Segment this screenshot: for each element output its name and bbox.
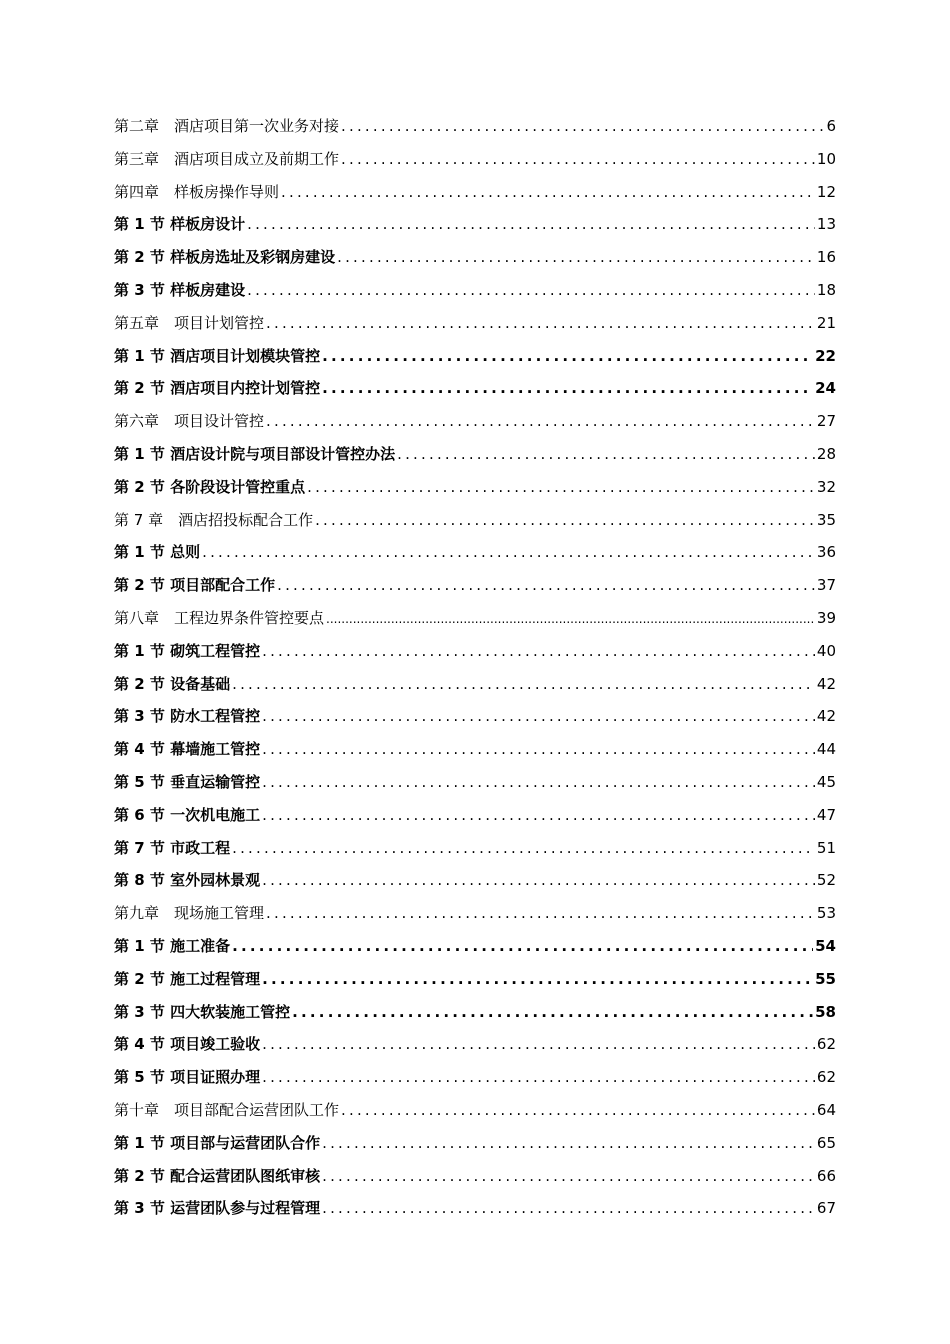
- toc-entry-title: 第 2 节 酒店项目内控计划管控: [114, 379, 321, 398]
- toc-entry[interactable]: [114, 799, 836, 832]
- toc-entry-page-number: 66: [816, 1166, 836, 1185]
- toc-entry-title: 第 1 节 施工准备: [114, 936, 231, 955]
- toc-entry-page-number: 52: [816, 871, 836, 890]
- toc-entry-page-number: 62: [816, 1068, 836, 1087]
- toc-entry-page-number: 37: [816, 576, 836, 595]
- toc-entry-title: 第 3 节 样板房建设: [114, 280, 246, 299]
- toc-entry[interactable]: [114, 602, 836, 635]
- dot-leader: [326, 603, 815, 636]
- toc-entry-title: 第十章 项目部配合运营团队工作: [114, 1100, 340, 1119]
- toc-entry-page-number: 42: [816, 707, 836, 726]
- dot-leader: [322, 1160, 815, 1193]
- toc-entry-page-number: 67: [816, 1199, 836, 1218]
- toc-entry[interactable]: [114, 372, 836, 405]
- toc-entry[interactable]: [114, 274, 836, 307]
- toc-entry-page-number: 24: [815, 379, 836, 398]
- dot-leader: [262, 963, 813, 996]
- toc-entry[interactable]: [114, 176, 836, 209]
- toc-entry-title: 第 4 节 项目竣工验收: [114, 1035, 261, 1054]
- toc-entry-page-number: 16: [816, 248, 836, 267]
- toc-entry-title: 第 1 节 酒店设计院与项目部设计管控办法: [114, 444, 396, 463]
- dot-leader: [337, 241, 815, 274]
- toc-entry[interactable]: [114, 1127, 836, 1160]
- dot-leader: [315, 504, 815, 537]
- toc-entry[interactable]: [114, 143, 836, 176]
- toc-entry-title: 第六章 项目设计管控: [114, 412, 265, 431]
- toc-entry[interactable]: [114, 241, 836, 274]
- toc-entry-title: 第 5 节 垂直运输管控: [114, 772, 261, 791]
- toc-entry-title: 第四章 样板房操作导则: [114, 182, 280, 201]
- toc-entry[interactable]: [114, 1160, 836, 1193]
- toc-entry-page-number: 44: [816, 740, 836, 759]
- toc-entry-page-number: 13: [816, 215, 836, 234]
- dot-leader: [277, 569, 815, 602]
- toc-entry[interactable]: [114, 668, 836, 701]
- toc-entry[interactable]: [114, 569, 836, 602]
- toc-entry-title: 第 2 节 各阶段设计管控重点: [114, 477, 306, 496]
- dot-leader: [262, 700, 815, 733]
- toc-entry[interactable]: [114, 405, 836, 438]
- dot-leader: [262, 1061, 815, 1094]
- toc-entry[interactable]: [114, 1094, 836, 1127]
- toc-entry-page-number: 51: [816, 838, 836, 857]
- toc-entry[interactable]: [114, 1028, 836, 1061]
- toc-entry[interactable]: [114, 208, 836, 241]
- toc-entry-title: 第 7 章 酒店招投标配合工作: [114, 510, 314, 529]
- dot-leader: [262, 1028, 815, 1061]
- toc-entry-title: 第 2 节 施工过程管理: [114, 969, 261, 988]
- toc-entry-page-number: 55: [815, 969, 836, 988]
- toc-entry-page-number: 62: [816, 1035, 836, 1054]
- toc-entry-page-number: 27: [816, 412, 836, 431]
- dot-leader: [266, 405, 815, 438]
- toc-entry-title: 第 2 节 样板房选址及彩钢房建设: [114, 248, 336, 267]
- toc-entry-title: 第 1 节 项目部与运营团队合作: [114, 1133, 321, 1152]
- toc-entry[interactable]: [114, 963, 836, 996]
- dot-leader: [247, 274, 815, 307]
- toc-entry-page-number: 21: [816, 313, 836, 332]
- toc-entry-page-number: 32: [816, 477, 836, 496]
- toc-entry-title: 第 3 节 运营团队参与过程管理: [114, 1199, 321, 1218]
- dot-leader: [341, 1094, 815, 1127]
- dot-leader: [202, 536, 815, 569]
- toc-entry-page-number: 45: [816, 772, 836, 791]
- dot-leader: [232, 668, 815, 701]
- toc-entry-page-number: 42: [816, 674, 836, 693]
- toc-entry-title: 第 6 节 一次机电施工: [114, 805, 261, 824]
- dot-leader: [322, 372, 813, 405]
- dot-leader: [322, 1127, 815, 1160]
- dot-leader: [397, 438, 815, 471]
- dot-leader: [262, 733, 815, 766]
- toc-entry[interactable]: [114, 1192, 836, 1225]
- toc-entry-title: 第 3 节 防水工程管控: [114, 707, 261, 726]
- toc-entry[interactable]: [114, 832, 836, 865]
- dot-leader: [307, 471, 815, 504]
- dot-leader: [266, 307, 815, 340]
- dot-leader: [247, 208, 815, 241]
- toc-entry-title: 第 7 节 市政工程: [114, 838, 231, 857]
- dot-leader: [262, 864, 815, 897]
- toc-entry[interactable]: [114, 536, 836, 569]
- toc-entry-page-number: 10: [816, 149, 836, 168]
- toc-entry-title: 第 4 节 幕墙施工管控: [114, 740, 261, 759]
- toc-entry[interactable]: [114, 766, 836, 799]
- toc-entry-title: 第 1 节 总则: [114, 543, 201, 562]
- toc-entry-page-number: 6: [826, 117, 836, 135]
- toc-entry-title: 第五章 项目计划管控: [114, 313, 265, 332]
- toc-entry[interactable]: [114, 700, 836, 733]
- toc-entry-title: 第 8 节 室外园林景观: [114, 871, 261, 890]
- toc-entry-title: 第二章 酒店项目第一次业务对接: [114, 117, 340, 135]
- toc-entry[interactable]: [114, 733, 836, 766]
- toc-entry[interactable]: [114, 635, 836, 668]
- toc-entry[interactable]: [114, 110, 836, 143]
- toc-entry[interactable]: [114, 471, 836, 504]
- dot-leader: [341, 143, 815, 176]
- toc-entry-page-number: 40: [816, 641, 836, 660]
- dot-leader: [281, 176, 815, 209]
- toc-entry-title: 第 1 节 样板房设计: [114, 215, 246, 234]
- dot-leader: [292, 996, 813, 1029]
- toc-entry-page-number: 18: [816, 280, 836, 299]
- toc-entry-title: 第 2 节 项目部配合工作: [114, 576, 276, 595]
- dot-leader: [232, 930, 813, 963]
- toc-entry-title: 第九章 现场施工管理: [114, 904, 265, 923]
- toc-entry[interactable]: [114, 504, 836, 537]
- toc-entry[interactable]: [114, 864, 836, 897]
- toc-entry-page-number: 12: [816, 182, 836, 201]
- toc-entry-page-number: 58: [815, 1002, 836, 1021]
- toc-entry[interactable]: [114, 897, 836, 930]
- dot-leader: [262, 766, 815, 799]
- toc-entry-title: 第 2 节 设备基础: [114, 674, 231, 693]
- dot-leader: [262, 799, 815, 832]
- toc-entry[interactable]: [114, 340, 836, 373]
- toc-entry-title: 第 2 节 配合运营团队图纸审核: [114, 1166, 321, 1185]
- dot-leader: [266, 897, 815, 930]
- toc-entry-title: 第 1 节 酒店项目计划模块管控: [114, 346, 321, 365]
- dot-leader: [341, 110, 824, 143]
- dot-leader: [232, 832, 815, 865]
- table-of-contents: [114, 110, 836, 1225]
- toc-entry-title: 第三章 酒店项目成立及前期工作: [114, 149, 340, 168]
- toc-entry-page-number: 22: [815, 346, 836, 365]
- dot-leader: [262, 635, 815, 668]
- toc-entry-page-number: 28: [816, 444, 836, 463]
- toc-entry-page-number: 65: [816, 1133, 836, 1152]
- toc-entry-page-number: 54: [815, 936, 836, 955]
- toc-entry-title: 第 3 节 四大软装施工管控: [114, 1002, 291, 1021]
- dot-leader: [322, 340, 813, 373]
- toc-entry[interactable]: [114, 307, 836, 340]
- toc-entry[interactable]: [114, 438, 836, 471]
- toc-entry-page-number: 64: [816, 1100, 836, 1119]
- toc-entry-page-number: 39: [816, 608, 836, 627]
- toc-entry-title: 第 1 节 砌筑工程管控: [114, 641, 261, 660]
- toc-entry-page-number: 47: [816, 805, 836, 824]
- toc-entry-page-number: 53: [816, 904, 836, 923]
- toc-entry[interactable]: [114, 996, 836, 1029]
- toc-entry-page-number: 36: [816, 543, 836, 562]
- toc-entry-title: 第 5 节 项目证照办理: [114, 1068, 261, 1087]
- toc-entry[interactable]: [114, 1061, 836, 1094]
- toc-entry-title: 第八章 工程边界条件管控要点: [114, 608, 325, 627]
- toc-entry[interactable]: [114, 930, 836, 963]
- toc-entry-page-number: 35: [816, 510, 836, 529]
- dot-leader: [322, 1192, 815, 1225]
